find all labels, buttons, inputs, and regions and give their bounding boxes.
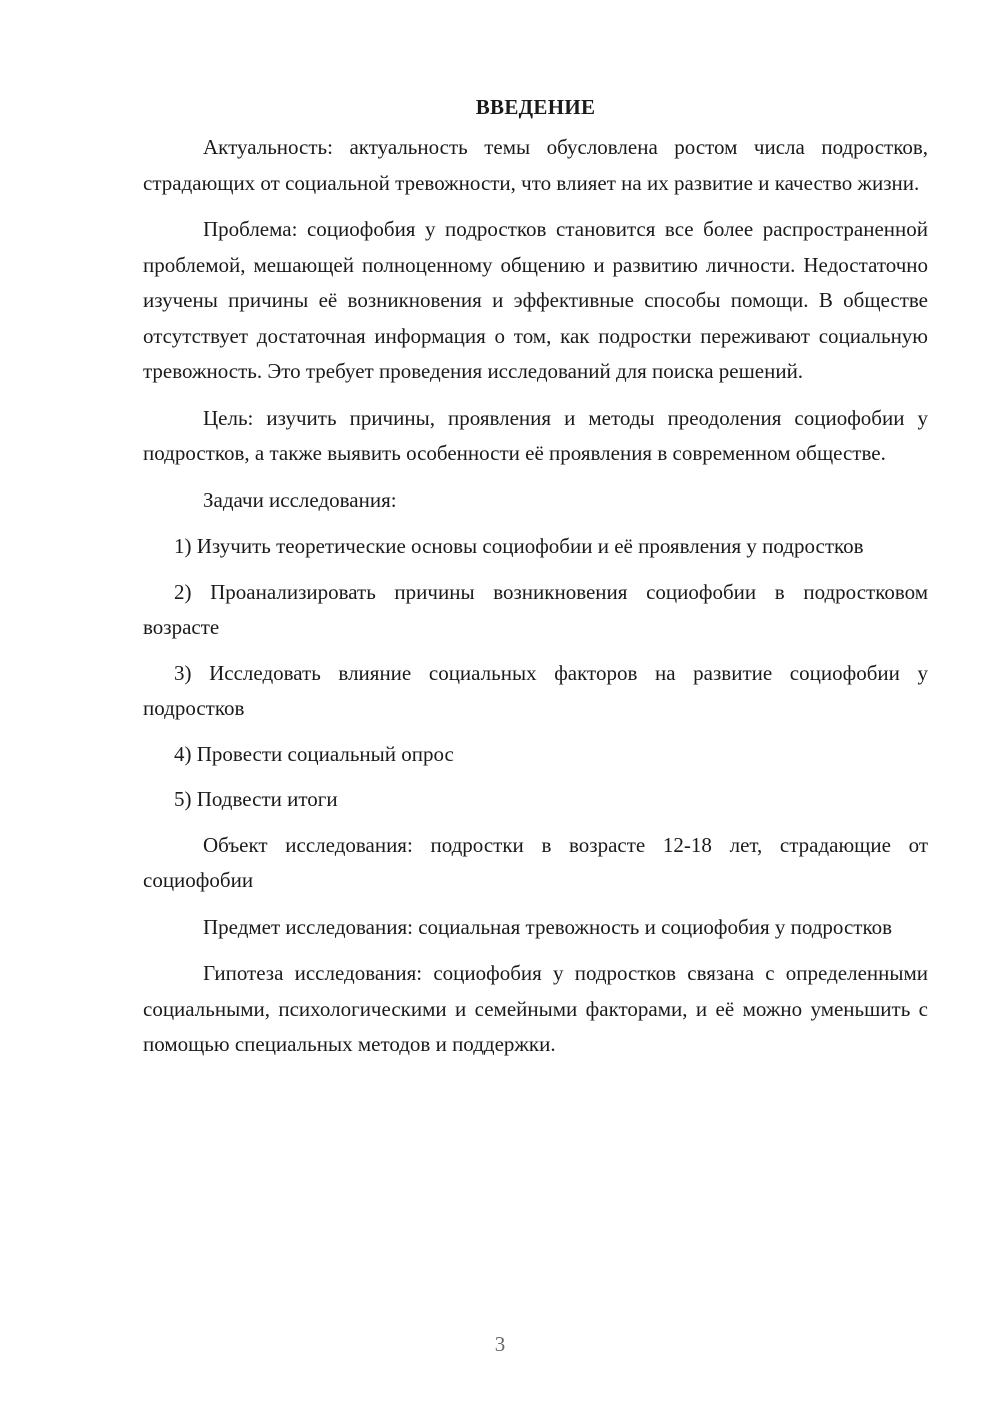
task-item-5: 5) Подвести итоги xyxy=(174,787,338,811)
paragraph-object: Объект исследования: подростки в возрасте 12-18 лет, страдающие от социофобии xyxy=(143,832,928,892)
task-item-3: 3) Исследовать влияние социальных факторов на развитие социофобии у подростков xyxy=(143,660,928,720)
paragraph-goal: Цель: изучить причины, проявления и методы преодоления социофобии у подростков, а также выявить особенности её проявления в современном обществе. xyxy=(143,405,928,465)
task-item-2: 2) Проанализировать причины возникновения социофобии в подростковом возрасте xyxy=(143,579,928,639)
section-title: ВВЕДЕНИЕ xyxy=(475,95,596,119)
paragraph-relevance: Актуальность: актуальность темы обусловлена ростом числа подростков, страдающих от социальной тревожности, что влияет на их развитие и качество жизни. xyxy=(143,135,928,195)
paragraph-tasks-heading: Задачи исследования: xyxy=(203,487,397,512)
paragraph-subject: Предмет исследования: социальная тревожность и социофобия у подростков xyxy=(203,914,892,939)
task-item-1: 1) Изучить теоретические основы социофобии и её проявления у подростков xyxy=(174,534,864,558)
page-number: 3 xyxy=(494,1332,506,1356)
task-item-4: 4) Провести социальный опрос xyxy=(174,741,454,766)
paragraph-hypothesis: Гипотеза исследования: социофобия у подростков связана с определенными социальными, психологическими и семейными факторами, и её можно уменьшить с помощью специальных методов и поддержки. xyxy=(143,961,928,1056)
document-page xyxy=(143,92,928,1074)
paragraph-problem: Проблема: социофобия у подростков становится все более распространенной проблемой, мешающей полноценному общению и развитию личности. Недостаточно изучены причины её возникновения и эффективные способы помощи. В обществе отсутствует достаточная информация о том, как подростки переживают социальную тревожность. Это требует проведения исследований для поиска решений. xyxy=(143,217,928,383)
